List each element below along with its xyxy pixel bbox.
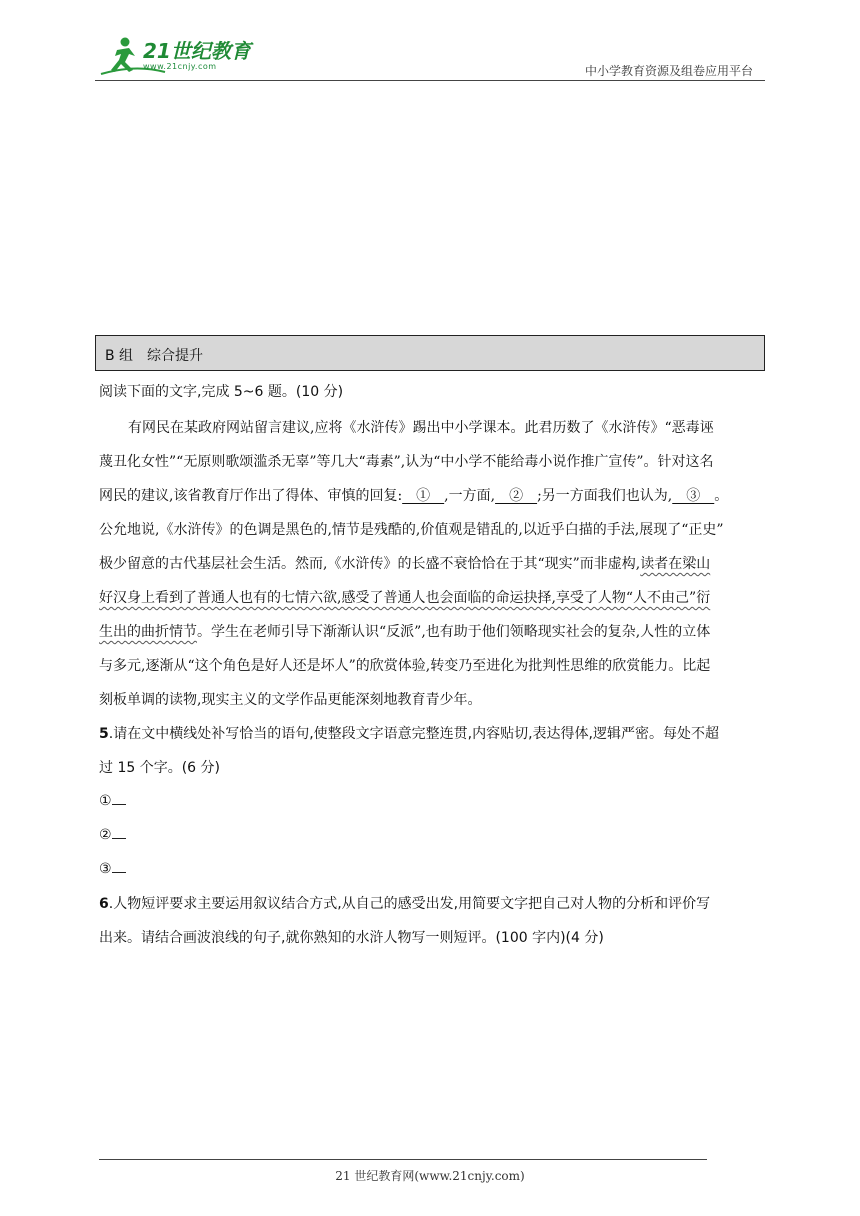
blank-2[interactable]: ② — [495, 488, 538, 504]
answer-blank[interactable] — [112, 826, 126, 839]
page-header — [95, 34, 765, 81]
platform-name: 中小学教育资源及组卷应用平台 — [584, 64, 753, 78]
question-6 — [99, 893, 710, 913]
passage-text: 。 — [714, 488, 729, 504]
answer-label: ③ — [99, 861, 112, 877]
answer-line-2[interactable] — [99, 826, 126, 843]
site-logo[interactable] — [95, 34, 255, 78]
answer-label: ② — [99, 827, 112, 843]
answer-line-1[interactable] — [99, 792, 126, 809]
wavy-underlined-text: 好汉身上看到了普通人也有的七情六欲,感受了普通人也会面临的命运抉择,享受了人物“人不由己”衍 — [99, 590, 711, 606]
passage-text: ;另一方面我们也认为, — [537, 488, 673, 504]
passage-text: 。学生在老师引导下渐渐认识“反派”,也有助于他们领略现实社会的复杂,人性的立体 — [197, 624, 711, 640]
answer-blank[interactable] — [112, 792, 126, 805]
reading-instruction: 阅读下面的文字,完成 5~6 题。(10 分) — [99, 384, 344, 400]
answer-blank[interactable] — [112, 860, 126, 873]
question-number: 6 — [99, 896, 109, 912]
svg-text:21世纪教育: 21世纪教育 — [143, 39, 251, 63]
runner-logo-icon — [95, 34, 255, 78]
passage-line — [99, 621, 769, 641]
question-text: .请在文中横线处补写恰当的语句,使整段文字语意完整连贯,内容贴切,表达得体,逻辑严密。每处不超 — [108, 726, 719, 742]
wavy-underlined-text: 读者在梁山 — [640, 556, 711, 572]
question-text: .人物短评要求主要运用叙议结合方式,从自己的感受出发,用简要文字把自己对人物的分析和评价写 — [108, 896, 711, 912]
wavy-underlined-text: 生出的曲折情节 — [99, 624, 197, 640]
question-5-cont: 过 15 个字。(6 分) — [99, 760, 220, 776]
question-number: 5 — [99, 726, 109, 742]
passage-text: ,一方面, — [444, 488, 496, 504]
section-heading — [95, 335, 765, 371]
passage-text: 极少留意的古代基层社会生活。然而,《水浒传》的长盛不衰恰恰在于其“现实”而非虚构, — [99, 556, 641, 572]
footer-divider — [99, 1159, 707, 1160]
answer-line-3[interactable] — [99, 860, 126, 877]
passage-line: 与多元,逐渐从“这个角色是好人还是坏人”的欣赏体验,转变乃至进化为批判性思维的欣赏能力。比起 — [99, 658, 711, 674]
passage-line — [99, 485, 769, 505]
passage-line: 刻板单调的读物,现实主义的文学作品更能深刻地教育青少年。 — [99, 692, 482, 708]
passage-line: 蔑丑化女性”“无原则歌颂滥杀无辜”等几大“毒素”,认为“中小学不能给毒小说作推广宣传”。针对这名 — [99, 454, 714, 470]
passage-line: 公允地说,《水浒传》的色调是黑色的,情节是残酷的,价值观是错乱的,以近乎白描的手法,展现了“正史” — [99, 522, 724, 538]
passage-line — [99, 553, 769, 573]
question-5 — [99, 723, 719, 743]
passage-text: 网民的建议,该省教育厅作出了得体、审慎的回复: — [99, 488, 403, 504]
passage-line: 有网民在某政府网站留言建议,应将《水浒传》踢出中小学课本。此君历数了《水浒传》“恶毒诬 — [128, 420, 714, 436]
section-title: B 组 综合提升 — [105, 348, 204, 364]
blank-3[interactable]: ③ — [672, 488, 715, 504]
answer-label: ① — [99, 793, 112, 809]
footer-link[interactable]: 21 世纪教育网(www.21cnjy.com) — [335, 1169, 525, 1183]
logo-url: www.21cnjy.com — [143, 62, 217, 71]
blank-1[interactable]: ① — [402, 488, 445, 504]
question-6-cont: 出来。请结合画波浪线的句子,就你熟知的水浒人物写一则短评。(100 字内)(4 分) — [99, 930, 604, 946]
passage-line — [99, 587, 769, 607]
